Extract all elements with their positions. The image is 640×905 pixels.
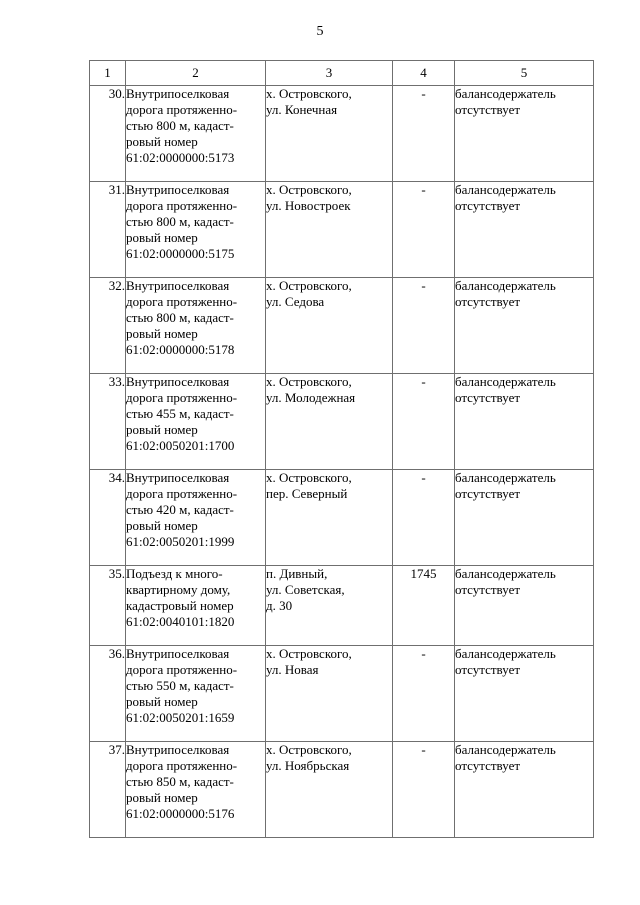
object-length: - [393,86,455,182]
object-name: Внутрипоселковая дорога протяженно- стью 455 м, кадаст- ровый номер 61:02:0050201:1700 [126,374,266,470]
registry-table [89,60,594,838]
row-number: 34. [90,470,126,566]
object-address: х. Островского, ул. Седова [266,278,393,374]
column-header-4: 4 [393,61,455,86]
object-length: - [393,646,455,742]
table-body [90,86,594,838]
object-name: Внутрипоселковая дорога протяженно- стью 850 м, кадаст- ровый номер 61:02:0000000:5176 [126,742,266,838]
table-row [90,742,594,838]
object-name: Внутрипоселковая дорога протяженно- стью 800 м, кадаст- ровый номер 61:02:0000000:5178 [126,278,266,374]
table-row [90,566,594,646]
object-name: Внутрипоселковая дорога протяженно- стью 550 м, кадаст- ровый номер 61:02:0050201:1659 [126,646,266,742]
column-header-1: 1 [90,61,126,86]
object-length: - [393,374,455,470]
column-header-3: 3 [266,61,393,86]
object-name: Внутрипоселковая дорога протяженно- стью 420 м, кадаст- ровый номер 61:02:0050201:1999 [126,470,266,566]
table-header [90,61,594,86]
object-note: балансодержатель отсутствует [455,646,594,742]
table-row [90,646,594,742]
table-row [90,470,594,566]
object-address: х. Островского, ул. Молодежная [266,374,393,470]
object-length: - [393,278,455,374]
row-number: 31. [90,182,126,278]
page-number: 5 [316,24,324,39]
object-length: - [393,182,455,278]
header-row [90,61,594,86]
object-address: х. Островского, ул. Новая [266,646,393,742]
object-name: Подъезд к много- квартирному дому, кадастровый номер 61:02:0040101:1820 [126,566,266,646]
object-note: балансодержатель отсутствует [455,374,594,470]
row-number: 35. [90,566,126,646]
object-note: балансодержатель отсутствует [455,470,594,566]
table-row [90,86,594,182]
row-number: 32. [90,278,126,374]
object-length: - [393,470,455,566]
object-length: - [393,742,455,838]
table-row [90,182,594,278]
row-number: 30. [90,86,126,182]
object-address: х. Островского, пер. Северный [266,470,393,566]
column-header-5: 5 [455,61,594,86]
object-note: балансодержатель отсутствует [455,182,594,278]
object-note: балансодержатель отсутствует [455,742,594,838]
object-note: балансодержатель отсутствует [455,86,594,182]
row-number: 37. [90,742,126,838]
object-name: Внутрипоселковая дорога протяженно- стью 800 м, кадаст- ровый номер 61:02:0000000:5173 [126,86,266,182]
table-row [90,374,594,470]
object-address: х. Островского, ул. Ноябрьская [266,742,393,838]
object-note: балансодержатель отсутствует [455,278,594,374]
row-number: 36. [90,646,126,742]
object-length: 1745 [393,566,455,646]
object-name: Внутрипоселковая дорога протяженно- стью 800 м, кадаст- ровый номер 61:02:0000000:5175 [126,182,266,278]
object-address: п. Дивный, ул. Советская, д. 30 [266,566,393,646]
object-address: х. Островского, ул. Новостроек [266,182,393,278]
object-note: балансодержатель отсутствует [455,566,594,646]
object-address: х. Островского, ул. Конечная [266,86,393,182]
table-row [90,278,594,374]
row-number: 33. [90,374,126,470]
column-header-2: 2 [126,61,266,86]
